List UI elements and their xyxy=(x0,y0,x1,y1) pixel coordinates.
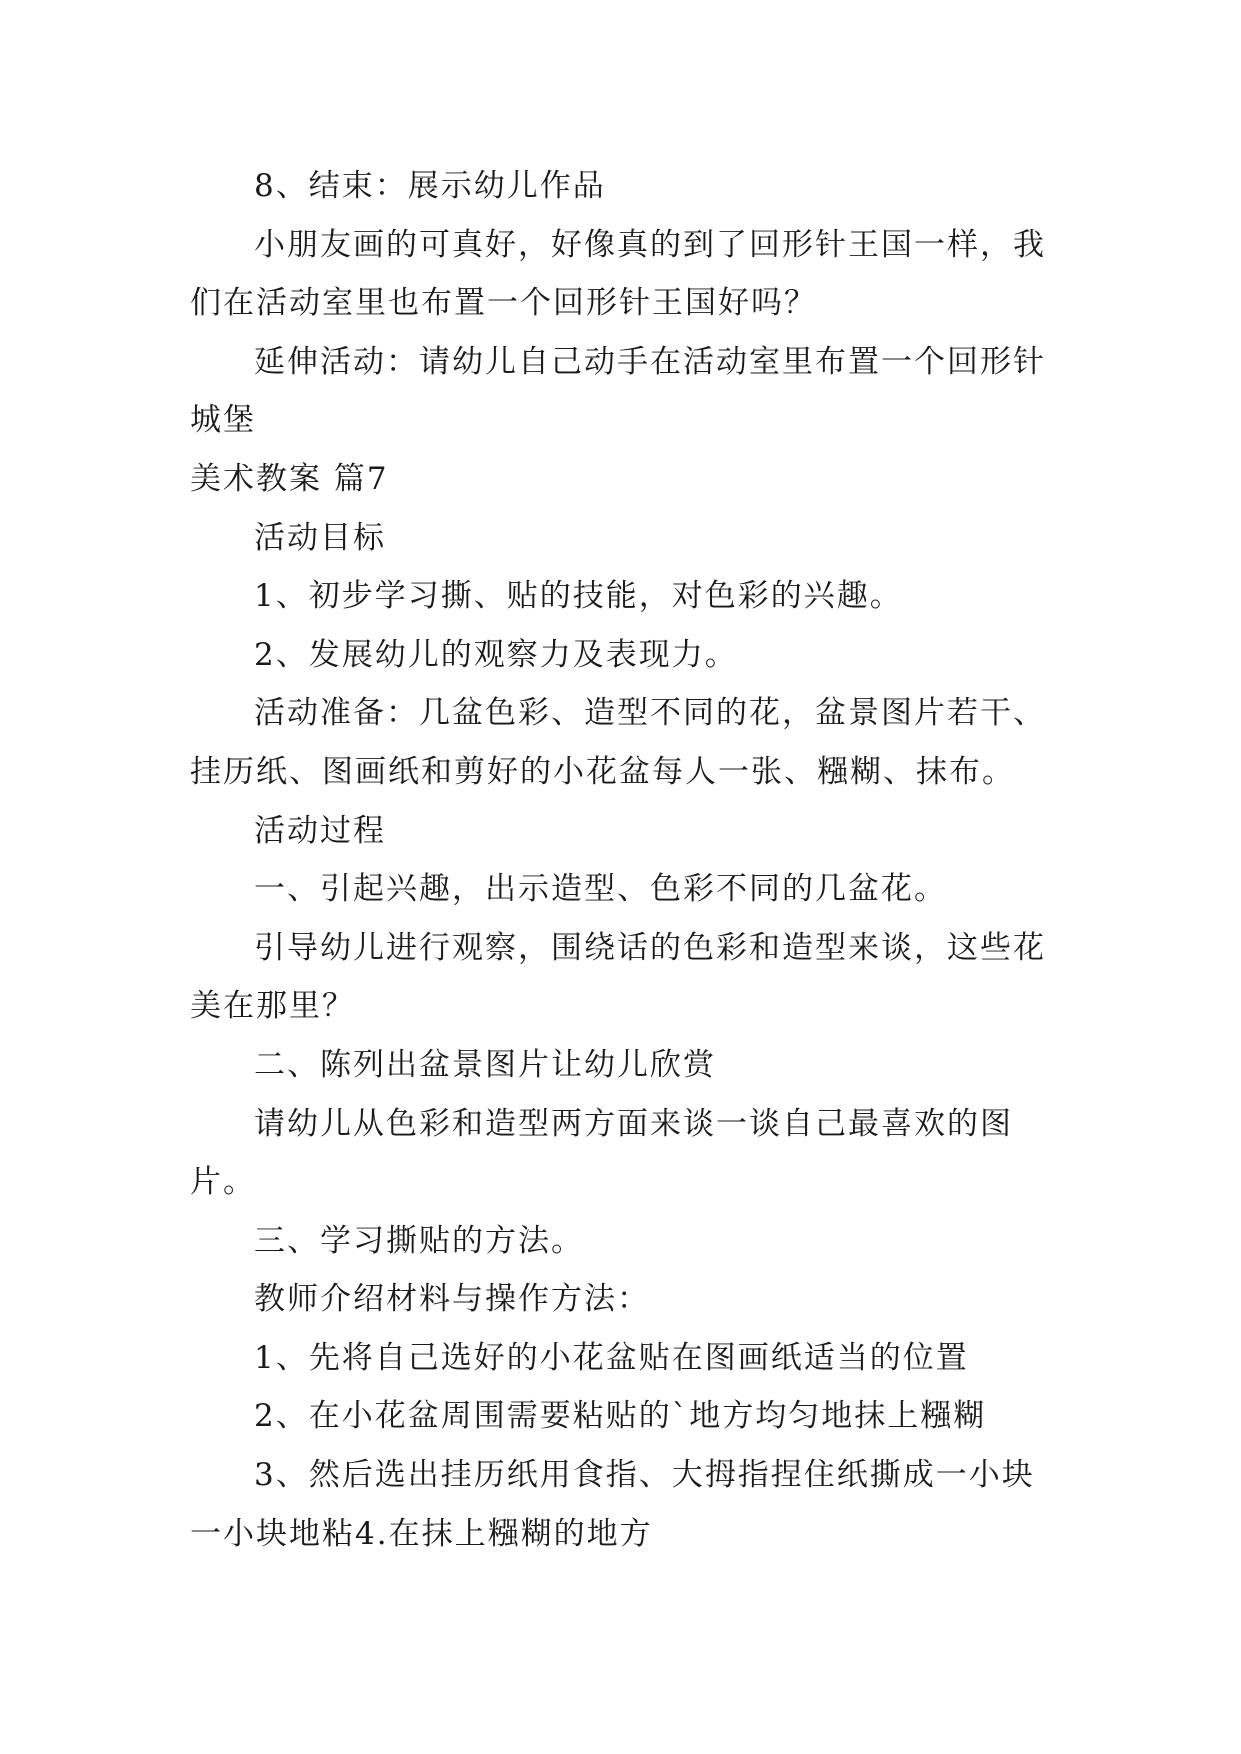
text-line: 挂历纸、图画纸和剪好的小花盆每人一张、糨糊、抹布。 xyxy=(190,753,1015,790)
text-line: 活动过程 xyxy=(254,812,386,849)
text-line: 城堡 xyxy=(190,402,256,439)
text-line: 请幼儿从色彩和造型两方面来谈一谈自己最喜欢的图 xyxy=(254,1105,1013,1142)
text-line: 们在活动室里也布置一个回形针王国好吗？ xyxy=(190,285,817,322)
text-line: 3、然后选出挂历纸用食指、大拇指捏住纸撕成一小块 xyxy=(254,1457,1035,1494)
text-line: 片。 xyxy=(190,1164,256,1201)
text-line: 美在那里？ xyxy=(190,988,355,1025)
section-heading: 美术教案 篇7 xyxy=(190,460,389,497)
text-line: 教师介绍材料与操作方法： xyxy=(254,1281,650,1318)
text-line: 2、发展幼儿的观察力及表现力。 xyxy=(254,636,738,673)
text-line: 一、引起兴趣，出示造型、色彩不同的几盆花。 xyxy=(254,871,947,908)
text-line: 活动准备：几盆色彩、造型不同的花，盆景图片若干、 xyxy=(254,695,1046,732)
text-line: 小朋友画的可真好，好像真的到了回形针王国一样，我 xyxy=(254,226,1046,263)
text-line: 二、陈列出盆景图片让幼儿欣赏 xyxy=(254,1046,716,1083)
text-line: 8、结束：展示幼儿作品 xyxy=(254,168,606,204)
text-line: 三、学习撕贴的方法。 xyxy=(254,1222,584,1259)
text-line: 延伸活动：请幼儿自己动手在活动室里布置一个回形针 xyxy=(254,343,1046,380)
text-line: 2、在小花盆周围需要粘贴的`地方均匀地抹上糨糊 xyxy=(254,1398,987,1435)
text-line: 活动目标 xyxy=(254,519,386,556)
text-line: 引导幼儿进行观察，围绕话的色彩和造型来谈，这些花 xyxy=(254,929,1046,966)
text-line: 一小块地粘4.在抹上糨糊的地方 xyxy=(190,1515,653,1552)
text-line: 1、先将自己选好的小花盆贴在图画纸适当的位置 xyxy=(254,1339,969,1376)
text-line: 1、初步学习撕、贴的技能，对色彩的兴趣。 xyxy=(254,578,903,615)
document-body xyxy=(190,157,1070,1563)
